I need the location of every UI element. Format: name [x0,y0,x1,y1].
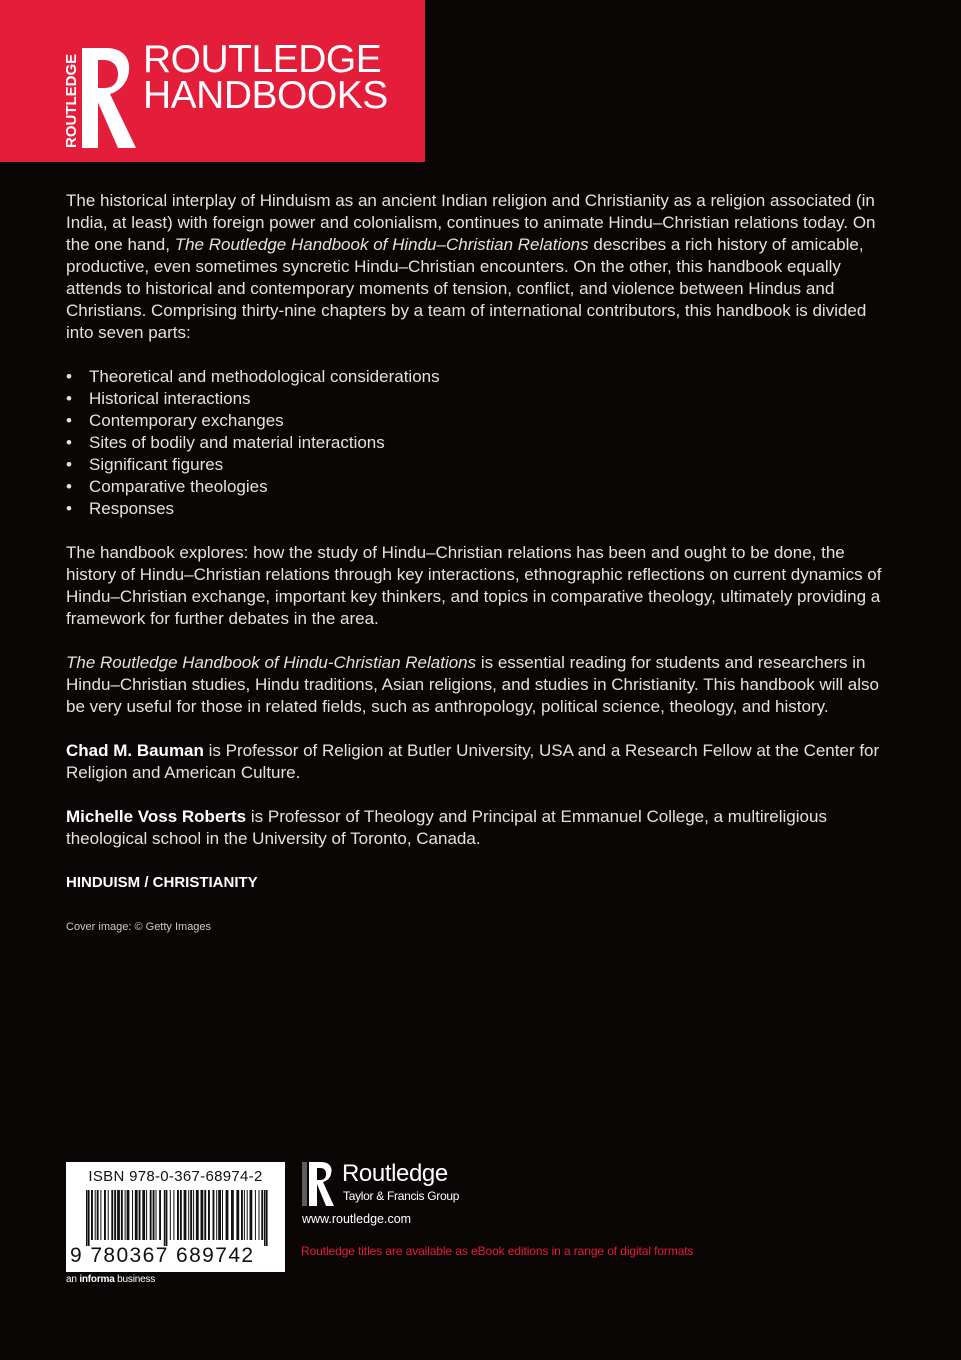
editor-bio [66,740,886,784]
publisher-url[interactable]: www.routledge.com [302,1212,412,1226]
barcode-digits: 9 780367 689742 [70,1244,255,1267]
logo-vertical-brand: ROUTLEDGE [63,53,80,148]
list-item: • Historical interactions [66,388,886,410]
editor-bio-text: is Professor of Religion at Butler University, USA and a Research Fellow at the Center for Religion and American Culture. [66,741,880,782]
subject-category: HINDUISM / CHRISTIANITY [66,874,258,891]
list-item: • Contemporary exchanges [66,410,886,432]
informa-brand: informa [79,1274,115,1285]
series-title-line2: HANDBOOKS [143,74,388,117]
list-item: • Responses [66,498,886,520]
intro-paragraph [66,190,886,344]
list-item: • Significant figures [66,454,886,476]
editor-name: Michelle Voss Roberts [66,807,247,826]
intro-text-2: describes a rich history of amicable, productive, even sometimes syncretic Hindu–Christian encounters. On the other, this handbook equally attends to historical and contemporary moments of tension, conflict, and violence between Hindus and Christians. Comprising thirty-nine chapters by a team of international contributors, this handbook is divided into seven parts: [66,235,867,342]
editor-bio-text: is Professor of Theology and Principal at Emmanuel College, a multireligious theological school in the University of Toronto, Canada. [66,807,827,848]
ebook-availability-note: Routledge titles are available as eBook editions in a range of digital formats [301,1244,694,1258]
routledge-logo-icon [62,44,138,152]
back-cover-text [66,190,886,934]
explores-paragraph: The handbook explores: how the study of Hindu–Christian relations has been and ought to be done, the history of Hindu–Christian relations through key interactions, ethnographic reflections on current dynamics of Hindu–Christian exchange, important key thinkers, and topics in comparative theology, ultimately providing a framework for further debates in the area. [66,543,882,628]
list-item: • Sites of bodily and material interactions [66,432,886,454]
list-item: • Comparative theologies [66,476,886,498]
informa-suffix: business [114,1274,156,1285]
essential-paragraph [66,652,886,718]
list-item: • Theoretical and methodological considerations [66,366,886,388]
barcode-icon [78,1190,273,1246]
informa-prefix: an [66,1274,80,1285]
intro-text-1: The historical interplay of Hinduism as an ancient Indian religion and Christianity as a religion associated (in India, at least) with foreign power and colonialism, continues to animate Hindu–Christian relations today. On the one hand, [66,191,876,254]
series-banner [0,0,425,162]
essential-text: is essential reading for students and researchers in Hindu–Christian studies, Hindu traditions, Asian religions, and studies in Christianity. This handbook will also be very useful for those in related fields, such as anthropology, political science, theology, and history. [66,653,879,716]
barcode-panel [66,1162,285,1272]
cover-image-credit: Cover image: © Getty Images [66,921,212,933]
parts-list [66,366,886,520]
routledge-publisher-logo-icon [301,1160,335,1208]
editor-name: Chad M. Bauman [66,741,204,760]
intro-book-title: The Routledge Handbook of Hindu–Christian Relations [174,235,589,254]
series-title [143,38,388,117]
publisher-name: Routledge [342,1160,448,1187]
publisher-group: Taylor & Francis Group [343,1189,460,1203]
essential-book-title: The Routledge Handbook of Hindu-Christian Relations [66,653,477,672]
isbn-label: ISBN 978-0-367-68974-2 [88,1168,263,1185]
informa-business-mark [66,1274,155,1285]
series-title-line1: ROUTLEDGE [143,38,382,81]
editor-bio [66,806,886,850]
